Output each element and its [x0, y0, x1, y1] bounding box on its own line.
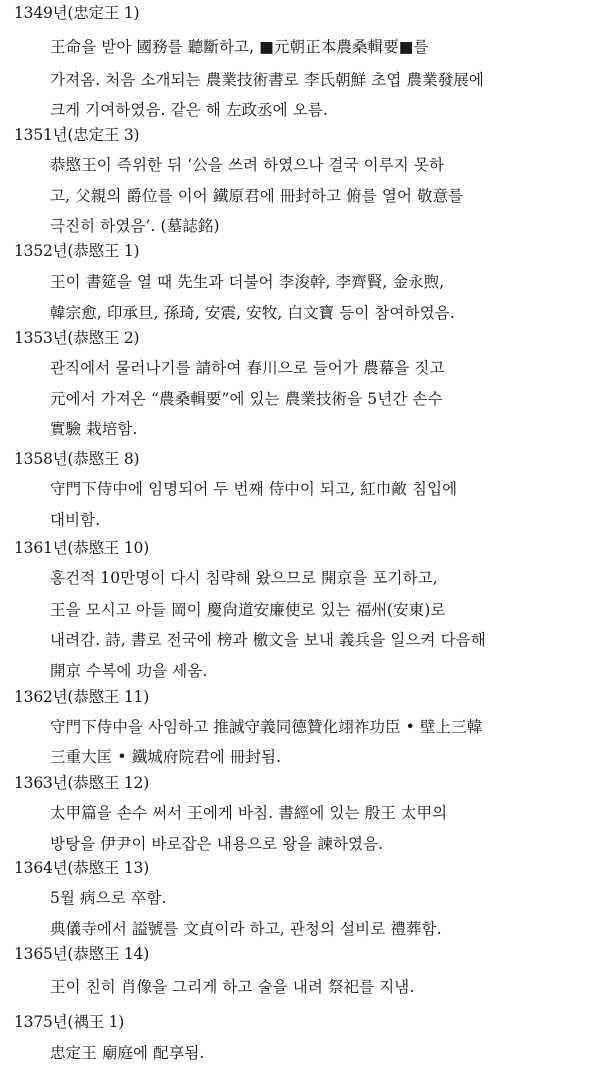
entry-year-heading: 1362년(恭愍王 11)	[14, 688, 150, 706]
entry-text-line: 홍건적 10만명이 다시 침략해 왔으므로 開京을 포기하고,	[50, 569, 438, 587]
entry-text-line: 王을 모시고 아들 岡이 慶尙道安廉使로 있는 福州(安東)로	[50, 601, 446, 619]
entry-text-line: 實驗 栽培함.	[50, 420, 138, 438]
entry-text-line: 元에서 가져온 “農桑輯要”에 있는 農業技術을 5년간 손수	[50, 390, 443, 408]
entry-year-heading: 1352년(恭愍王 1)	[14, 242, 140, 260]
entry-text-line: 守門下侍中에 임명되어 두 번째 侍中이 되고, 紅巾敵 침입에	[50, 480, 458, 498]
entry-year-heading: 1349년(忠定王 1)	[14, 4, 140, 22]
entry-text-line: 극진히 하였음’. (墓誌銘)	[50, 217, 220, 235]
entry-text-line: 忠定王 廟庭에 配享됨.	[50, 1044, 205, 1062]
entry-text-line: 王이 書筵을 열 때 先生과 더불어 李浚幹, 李齊賢, 金永煦,	[50, 273, 445, 291]
entry-text-line: 관직에서 물러나기를 請하여 春川으로 들어가 農幕을 짓고	[50, 359, 445, 377]
entry-text-line: 王이 친히 肖像을 그리게 하고 술을 내려 祭祀를 지냄.	[50, 978, 415, 996]
entry-year-heading: 1364년(恭愍王 13)	[14, 859, 150, 877]
entry-text-line: 대비함.	[50, 511, 101, 529]
entry-year-heading: 1365년(恭愍王 14)	[14, 945, 150, 963]
entry-year-heading: 1353년(恭愍王 2)	[14, 329, 140, 347]
entry-year-heading: 1361년(恭愍王 10)	[14, 539, 150, 557]
entry-text-line: 고, 父親의 爵位를 이어 鐵原君에 冊封하고 俯를 열어 敬意를	[50, 187, 464, 205]
entry-year-heading: 1358년(恭愍王 8)	[14, 450, 140, 468]
entry-year-heading: 1351년(忠定王 3)	[14, 126, 140, 144]
entry-text-line: 5월 病으로 卒함.	[50, 889, 167, 907]
entry-text-line: 恭愍王이 즉위한 뒤 ‘公을 쓰려 하였으나 결국 이루지 못하	[50, 156, 445, 174]
entry-text-line: 王命을 받아 國務를 聽斷하고, ■元朝正本農桑輯要■를	[50, 38, 429, 56]
entry-text-line: 韓宗愈, 印承旦, 孫琦, 安震, 安牧, 白文寶 등이 참여하였음.	[50, 304, 455, 322]
entry-text-line: 크게 기여하였음. 같은 해 左政丞에 오름.	[50, 101, 328, 119]
entry-text-line: 典儀寺에서 謚號를 文貞이라 하고, 관청의 설비로 禮葬함.	[50, 920, 442, 938]
entry-text-line: 開京 수복에 功을 세움.	[50, 662, 208, 680]
entry-text-line: 三重大匡 • 鐵城府院君에 冊封됨.	[50, 748, 282, 766]
entry-text-line: 守門下侍中을 사임하고 推誠守義同德贊化翊祚功臣 • 壁上三韓	[50, 718, 483, 736]
entry-year-heading: 1375년(禑王 1)	[14, 1013, 125, 1031]
entry-text-line: 가져옴. 처음 소개되는 農業技術書로 李氏朝鮮 초엽 農業發展에	[50, 71, 484, 89]
entry-text-line: 방탕을 伊尹이 바로잡은 내용으로 왕을 諫하였음.	[50, 835, 384, 853]
entry-text-line: 太甲篇을 손수 써서 王에게 바침. 書經에 있는 殷王 太甲의	[50, 804, 448, 822]
entry-year-heading: 1363년(恭愍王 12)	[14, 774, 150, 792]
entry-text-line: 내려감. 詩, 書로 전국에 榜과 檄文을 보내 義兵을 일으켜 다음해	[50, 631, 486, 649]
